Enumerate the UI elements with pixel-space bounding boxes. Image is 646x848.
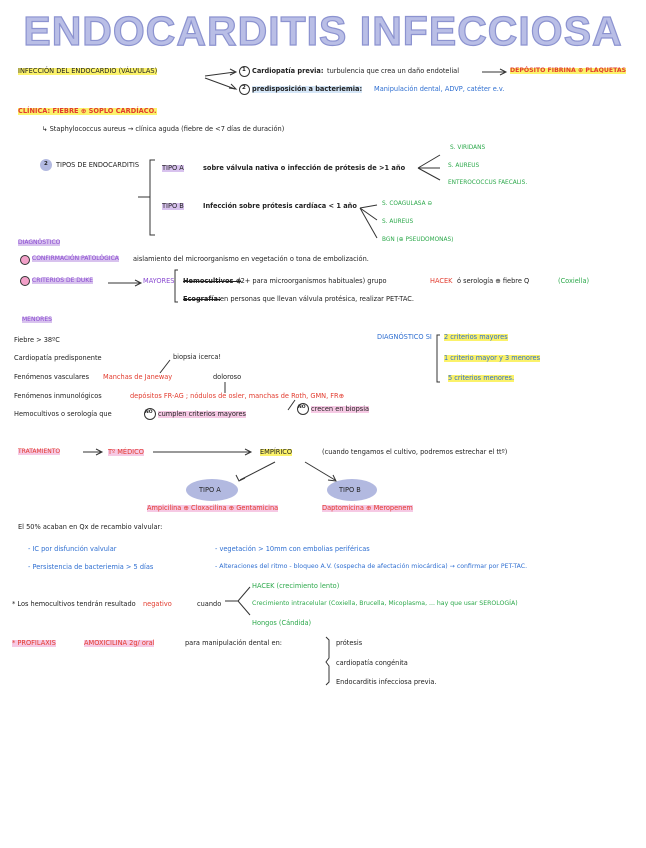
- neg-item-2: Crecimiento intracelular (Coxiella, Brucella, Micoplasma, ... hay que usar SEROLOGÍA): [252, 600, 518, 607]
- diagnostico-label: DIAGNÓSTICO: [18, 239, 61, 246]
- coxiella-label: (Coxiella): [558, 277, 590, 285]
- hemocultivos-label: Hemocultivos ⊕: [183, 277, 242, 285]
- ecografia-label: Ecografía:: [183, 295, 221, 303]
- confirmacion-label: CONFIRMACIÓN PATOLÓGICA: [32, 255, 119, 262]
- deposito-label: DEPÓSITO FIBRINA ⊕ PLAQUETAS: [510, 67, 627, 74]
- profilaxis-drug: AMOXICILINA 2g/ oral: [84, 639, 155, 647]
- medico-label: Tº MÉDICO: [108, 448, 144, 456]
- neg-post: cuando: [197, 600, 222, 608]
- cardiopatia-label: Cardiopatía previa:: [252, 67, 324, 75]
- profilaxis-item-2: cardiopatía congénita: [336, 659, 408, 667]
- menor-4: Fenómenos inmunológicos: [14, 392, 102, 400]
- janeway-text: Manchas de Janeway: [103, 373, 173, 381]
- crecen-note: crecen en biopsia: [311, 405, 370, 413]
- neg-word: negativo: [143, 600, 172, 608]
- mayores-label: MAYORES: [143, 277, 175, 285]
- menor-1: Fiebre > 38ºC: [14, 336, 60, 344]
- dx-si-1: 2 criterios mayores: [444, 333, 508, 341]
- tipo-b-org-1: S. COAGULASA ⊖: [382, 201, 433, 207]
- menores-label: MENORES: [22, 316, 52, 323]
- reemplazo-left-1: - IC por disfunción valvular: [28, 545, 117, 553]
- clinica-label: CLÍNICA: FIEBRE ⊕ SOPLO CARDÍACO.: [18, 107, 157, 115]
- dx-si-3: 5 criterios menores.: [448, 374, 515, 382]
- tipos-number: 2: [44, 161, 48, 167]
- tipo-a-text: sobre válvula nativa o infección de prótesis de >1 año: [203, 164, 406, 172]
- no-label: NO: [298, 405, 306, 410]
- hemo-no-text: cumplen criterios mayores: [158, 410, 246, 418]
- trat-tipo-a: TIPO A: [199, 486, 221, 494]
- number-1: 1: [242, 67, 246, 73]
- hemocultivos-text: (2+ para microorganismos habituales) grupo: [238, 277, 387, 285]
- reemplazo-text: El 50% acaban en Qx de recambio valvular:: [18, 523, 163, 531]
- confirmacion-text: aislamiento del microorganismo en vegetación o tona de embolización.: [133, 255, 369, 263]
- page-title: ENDOCARDITIS INFECCIOSA: [23, 8, 623, 54]
- ecografia-text: en personas que llevan válvula protésica, realizar PET-TAC.: [220, 295, 414, 303]
- empirico-label: EMPÍRICO: [260, 448, 293, 456]
- cardiopatia-text: turbulencia que crea un daño endotelial: [327, 67, 460, 75]
- tipo-a-org-3: ENTEROCOCCUS FAECALIS.: [448, 180, 528, 186]
- number-2: 2: [242, 85, 246, 91]
- profilaxis-label: * PROFILAXIS: [12, 639, 56, 647]
- reemplazo-right-2: - Alteraciones del ritmo - bloqueo A.V. (sospecha de afectación miocárdica) → confirmar por PET-TAC.: [215, 563, 528, 570]
- dx-si-label: DIAGNÓSTICO SI: [377, 333, 432, 341]
- dx-si-2: 1 criterio mayor y 3 menores: [444, 354, 541, 362]
- inmuno-extra: depósitos FR-AG ; nódulos de osler, manchas de Roth, GMN, FR⊕: [130, 392, 345, 400]
- biopsia-note: biopsia icerca!: [173, 353, 222, 361]
- definition-label: INFECCIÓN DEL ENDOCARDIO (VÁLVULAS): [18, 67, 158, 75]
- hemocultivos-end: ó serología ⊕ fiebre Q: [457, 277, 530, 285]
- duke-label: CRITERIOS DE DUKE: [32, 277, 94, 284]
- tipo-b-drugs: Daptomicina ⊕ Meropenem: [322, 504, 413, 512]
- profilaxis-item-3: Endocarditis infecciosa previa.: [336, 678, 437, 686]
- menor-2: Cardiopatía predisponente: [14, 354, 102, 362]
- predisposicion-text: Manipulación dental, ADVP, catéter e.v.: [374, 85, 505, 93]
- profilaxis-post: para manipulación dental en:: [185, 639, 282, 647]
- diag-1-icon: [20, 255, 30, 265]
- predisposicion-label: predisposición a bacteriemia:: [252, 85, 363, 93]
- dolorosa-note: doloroso: [213, 373, 242, 381]
- menor-3: Fenómenos vasculares: [14, 373, 90, 381]
- neg-item-3: Hongos (Cándida): [252, 619, 312, 627]
- menor-5: Hemocultivos o serología que: [14, 410, 112, 418]
- neg-pre: * Los hemocultivos tendrán resultado: [12, 600, 136, 608]
- tipo-a-org-2: S. AUREUS: [448, 163, 480, 169]
- empirico-note: (cuando tengamos el cultivo, podremos estrechar el ttº): [322, 448, 508, 456]
- tipo-b-org-2: S. AUREUS: [382, 219, 414, 225]
- diag-2-icon: [20, 276, 30, 286]
- tipo-b-label: TIPO B: [162, 202, 184, 210]
- reemplazo-right-1: - vegetación > 10mm con embolias periféricas: [215, 545, 370, 553]
- hacek-label: HACEK: [430, 277, 453, 285]
- neg-item-1: HACEK (crecimiento lento): [252, 582, 340, 590]
- tipo-a-drugs: Ampicilina ⊕ Cloxacilina ⊕ Gentamicina: [147, 504, 279, 512]
- tipos-label: TIPOS DE ENDOCARDITIS: [56, 161, 140, 169]
- tipo-b-org-3: BGN (⊕ PSEUDOMONAS): [382, 237, 454, 243]
- staph-text: ↳ Staphylococcus aureus → clínica aguda (fiebre de <7 días de duración): [42, 125, 285, 133]
- reemplazo-left-2: - Persistencia de bacteriemia > 5 días: [28, 563, 154, 571]
- tipo-a-org-1: S. VIRIDANS: [450, 145, 486, 151]
- trat-tipo-b: TIPO B: [339, 486, 361, 494]
- tratamiento-label: TRATAMIENTO: [18, 448, 61, 455]
- hemo-no: NO: [145, 410, 153, 415]
- tipo-a-label: TIPO A: [162, 164, 184, 172]
- profilaxis-item-1: prótesis: [336, 639, 363, 647]
- tipo-b-text: Infección sobre prótesis cardíaca < 1 año: [203, 202, 357, 210]
